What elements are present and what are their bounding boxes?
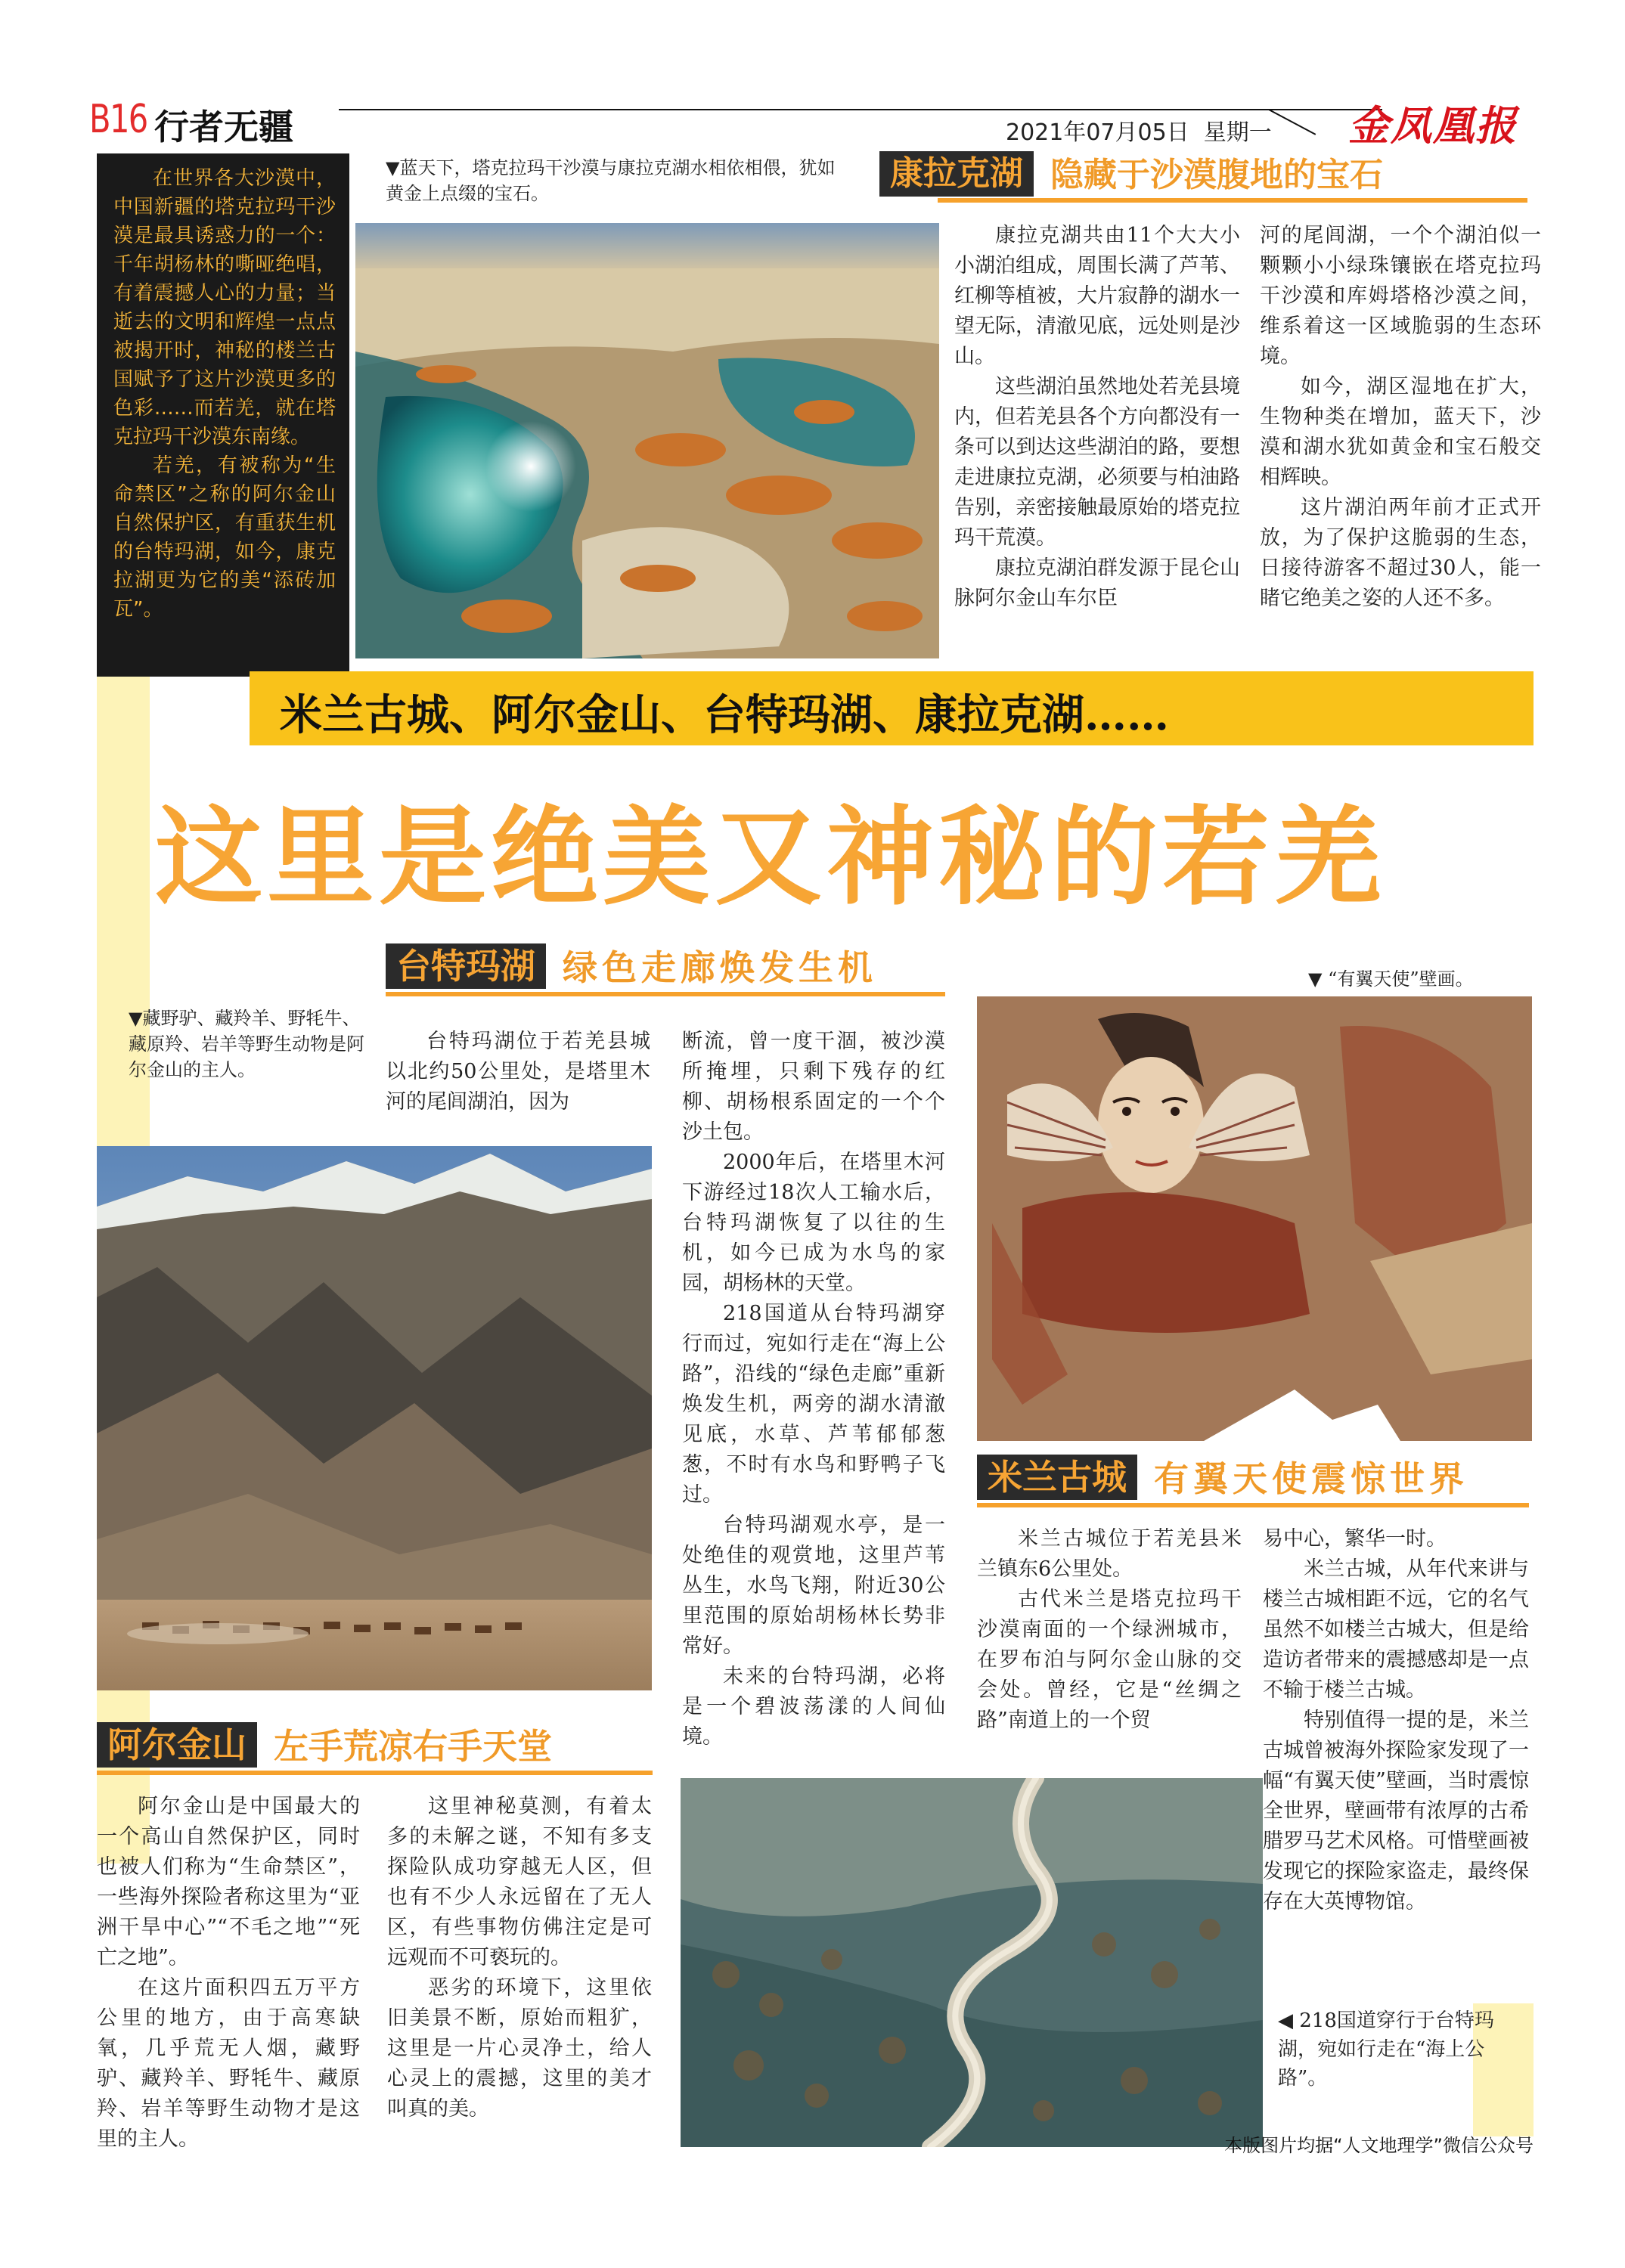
- taite-paragraph: 未来的台特玛湖，必将是一个碧波荡漾的人间仙境。: [682, 1665, 945, 1749]
- road-aerial-photo: [681, 1778, 1263, 2147]
- kangla-subtitle: 隐藏于沙漠腹地的宝石: [1050, 156, 1383, 194]
- milan-paragraph: 米兰古城位于若羌县米兰镇东6公里处。: [977, 1527, 1242, 1581]
- taite-paragraph: 台特玛湖位于若羌县城以北约50公里处，是塔里木河的尾闾湖泊，因为: [386, 1030, 650, 1114]
- page-code: B16: [89, 97, 147, 142]
- intro-box: [97, 153, 349, 677]
- angel-mural-photo: [977, 996, 1532, 1441]
- taite-subtitle: 绿色走廊焕发生机: [563, 947, 877, 988]
- kangla-section-header: [879, 151, 1383, 197]
- taite-paragraph: 台特玛湖观水亭，是一处绝佳的观赏地，这里芦苇丛生，水鸟飞翔，附近30公里范围的原始胡杨林长势非常好。: [682, 1514, 945, 1658]
- lake-aerial-photo: [355, 223, 939, 658]
- kangla-paragraph: 康拉克湖共由11个大大小小湖泊组成，周围长满了芦苇、红柳等植被，大片寂静的湖水一望无际，清澈见底，远处则是沙山。: [954, 224, 1240, 368]
- taite-tag: 台特玛湖: [386, 943, 546, 989]
- milan-paragraph: 特别值得一提的是，米兰古城曾被海外探险家发现了一幅“有翼天使”壁画，当时震惊全世界，壁画带有浓厚的古希腊罗马艺术风格。可惜壁画被发现它的探险家盗走，最终保存在大英博物馆。: [1263, 1709, 1529, 1913]
- aerjin-underline: [97, 1771, 653, 1775]
- aerjin-col-2: [387, 1792, 652, 2124]
- aerjin-paragraph: 在这片面积四五万平方公里的地方，由于高寒缺氧，几乎荒无人烟，藏野驴、藏羚羊、野牦牛、藏原羚、岩羊等野生动物才是这里的主人。: [97, 1976, 360, 2151]
- aerjin-section-header: [97, 1722, 552, 1768]
- taite-col-1: [386, 1027, 650, 1117]
- taite-paragraph: 2000年后，在塔里木河下游经过18次人工输水后，台特玛湖恢复了以往的生机，如今已成为水鸟的家园，胡杨林的天堂。: [682, 1151, 945, 1295]
- kicker-bar: [250, 671, 1534, 745]
- main-headline: 这里是绝美又神秘的若羌: [155, 795, 1386, 920]
- milan-paragraph: 米兰古城，从年代来讲与楼兰古城相距不远，它的名气虽然不如楼兰古城大，但是给造访者带来的震撼感却是一点不输于楼兰古城。: [1263, 1557, 1529, 1702]
- kangla-paragraph: 如今，湖区湿地在扩大，生物种类在增加，蓝天下，沙漠和湖水犹如黄金和宝石般交相辉映。: [1260, 375, 1541, 489]
- aerjin-paragraph: 恶劣的环境下，这里依旧美景不断，原始而粗犷，这里是一片心灵净土，给人心灵上的震撼，这里的美才叫真的美。: [387, 1976, 652, 2121]
- kangla-col-2: [1260, 221, 1541, 614]
- intro-paragraph: 在世界各大沙漠中，中国新疆的塔克拉玛干沙漠是最具诱惑力的一个：千年胡杨林的嘶哑绝唱，有着震撼人心的力量；当逝去的文明和辉煌一点点被揭开时，神秘的楼兰古国赋予了这片沙漠更多的色彩……而若羌，就在塔克拉玛干沙漠东南缘。: [113, 167, 336, 448]
- kangla-underline: [938, 198, 1527, 203]
- milan-col-1: [977, 1524, 1242, 1736]
- milan-paragraph: 易中心，繁华一时。: [1263, 1527, 1447, 1551]
- aerjin-tag: 阿尔金山: [97, 1722, 257, 1768]
- milan-underline: [977, 1503, 1529, 1507]
- header-rule: [339, 109, 1382, 110]
- aerjin-paragraph: 这里神秘莫测，有着太多的未解之谜，不知有多支探险队成功穿越无人区，但也有不少人永远留在了无人区，有些事物仿佛注定是可远观而不可亵玩的。: [387, 1795, 652, 1969]
- taite-section-header: [386, 943, 877, 989]
- milan-tag: 米兰古城: [977, 1455, 1137, 1500]
- mountain-animals-photo: [97, 1146, 652, 1690]
- milan-col-2: [1263, 1524, 1529, 1917]
- mural-caption: ▼ “有翼天使”壁画。: [1308, 968, 1474, 990]
- road-caption: ◀ 218国道穿行于台特玛湖，宛如行走在“海上公路”。: [1278, 2009, 1494, 2090]
- issue-date: 2021年07月05日 星期一: [1006, 119, 1272, 146]
- header: [89, 97, 1534, 150]
- kicker-text: 米兰古城、阿尔金山、台特玛湖、康拉克湖……: [280, 690, 1169, 740]
- intro-paragraph: 若羌，有被称为“生命禁区”之称的阿尔金山自然保护区，有重获生机的台特玛湖，如今，康克拉湖更为它的美“添砖加瓦”。: [113, 454, 336, 621]
- milan-section-header: [977, 1455, 1468, 1500]
- milan-subtitle: 有翼天使震惊世界: [1154, 1458, 1468, 1499]
- milan-paragraph: 古代米兰是塔克拉玛干沙漠南面的一个绿洲城市，在罗布泊与阿尔金山脉的交会处。曾经，它是“丝绸之路”南道上的一个贸: [977, 1588, 1242, 1732]
- kangla-paragraph: 康拉克湖泊群发源于昆仑山脉阿尔金山车尔臣: [954, 556, 1240, 610]
- taite-underline: [386, 992, 945, 996]
- taite-col-2: [682, 1027, 945, 1752]
- kangla-col-1: [954, 221, 1240, 614]
- aerjin-col-1: [97, 1792, 360, 2155]
- taite-paragraph: 218国道从台特玛湖穿行而过，宛如行走在“海上公路”，沿线的“绿色走廊”重新焕发生机，两旁的湖水清澈见底，水草、芦苇郁郁葱葱，不时有水鸟和野鸭子飞过。: [682, 1302, 945, 1507]
- header-rule-slash: [1269, 109, 1316, 135]
- animals-caption: ▼藏野驴、藏羚羊、野牦牛、藏原羚、岩羊等野生动物是阿尔金山的主人。: [129, 1008, 364, 1080]
- kangla-paragraph: 这些湖泊虽然地处若羌县境内，但若羌县各个方向都没有一条可以到达这些湖泊的路，要想走进康拉克湖，必须要与柏油路告别，亲密接触最原始的塔克拉玛干荒漠。: [954, 375, 1240, 550]
- aerjin-paragraph: 阿尔金山是中国最大的一个高山自然保护区，同时也被人们称为“生命禁区”，一些海外探险者称这里为“亚洲干旱中心”“不毛之地”“死亡之地”。: [97, 1795, 360, 1969]
- paper-logo: 金凤凰报: [1348, 101, 1518, 150]
- kangla-paragraph: 河的尾闾湖，一个个湖泊似一颗颗小小绿珠镶嵌在塔克拉玛干沙漠和库姆塔格沙漠之间，维系着这一区域脆弱的生态环境。: [1260, 224, 1541, 368]
- lake-photo-caption: ▼蓝天下，塔克拉玛干沙漠与康拉克湖水相依相偎，犹如黄金上点缀的宝石。: [386, 157, 836, 204]
- aerjin-subtitle: 左手荒凉右手天堂: [274, 1726, 552, 1767]
- photo-credit: 本版图片均据“人文地理学”微信公众号: [1224, 2135, 1534, 2156]
- section-name: 行者无疆: [154, 107, 293, 147]
- kangla-paragraph: 这片湖泊两年前才正式开放，为了保护这脆弱的生态，日接待游客不超过30人，能一睹它绝美之姿的人还不多。: [1260, 496, 1541, 610]
- kangla-tag: 康拉克湖: [879, 151, 1034, 197]
- taite-paragraph: 断流，曾一度干涸，被沙漠所掩埋，只剩下残存的红柳、胡杨根系固定的一个个沙土包。: [682, 1030, 945, 1144]
